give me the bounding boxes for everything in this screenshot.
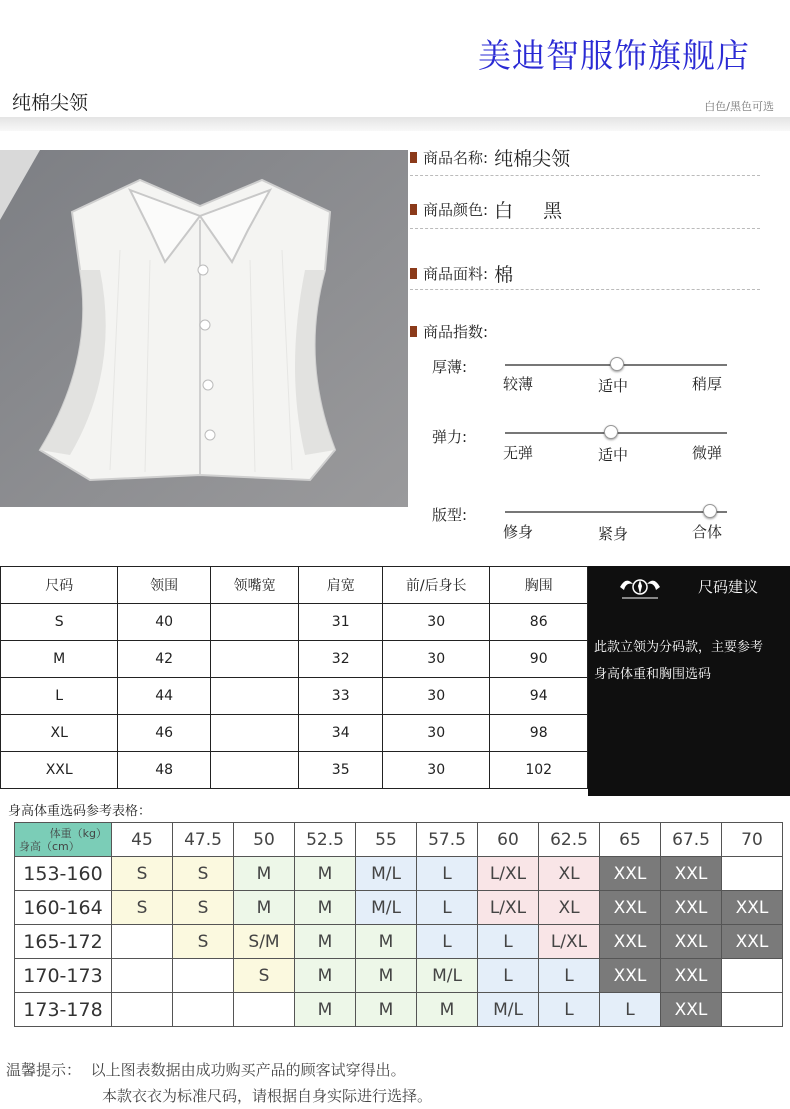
bullet-marker — [410, 204, 417, 215]
size-cell: M — [295, 993, 356, 1027]
table-row — [15, 891, 783, 925]
size-cell — [112, 993, 173, 1027]
weight-header: 60 — [478, 823, 539, 857]
header-chest: 胸围 — [490, 567, 588, 604]
header-length: 前/后身长 — [383, 567, 490, 604]
table-cell: 30 — [383, 678, 490, 715]
bullet-marker — [410, 326, 417, 337]
weight-header: 45 — [112, 823, 173, 857]
table-cell: 102 — [490, 752, 588, 789]
indicator-elastic-tick-mid: 适中 — [598, 446, 629, 464]
corner-height-label: 身高（cm） — [19, 840, 80, 853]
size-cell: M — [356, 959, 417, 993]
weight-header: 70 — [722, 823, 783, 857]
weight-header: 47.5 — [173, 823, 234, 857]
indicator-elastic-knob — [604, 425, 618, 439]
size-cell: M — [234, 857, 295, 891]
table-cell: 86 — [490, 604, 588, 641]
table-cell: 42 — [118, 641, 211, 678]
size-cell: S — [112, 857, 173, 891]
size-cell: S — [173, 925, 234, 959]
size-cell: S/M — [234, 925, 295, 959]
table-cell — [210, 752, 299, 789]
size-cell: XXL — [600, 857, 661, 891]
table-cell — [210, 604, 299, 641]
size-cell: L/XL — [539, 925, 600, 959]
table-row — [1, 715, 588, 752]
spec-index-label: 商品指数: — [423, 323, 489, 341]
table-cell: 40 — [118, 604, 211, 641]
indicator-fit-tick-mid: 紧身 — [598, 525, 629, 543]
product-title: 纯棉尖领 — [12, 92, 89, 114]
size-cell: XL — [539, 891, 600, 925]
size-cell: M — [356, 925, 417, 959]
size-advice-line: 身高体重和胸围选码 — [594, 667, 712, 682]
indicator-thickness-tick-high: 稍厚 — [692, 375, 723, 393]
size-cell — [722, 857, 783, 891]
size-cell: M/L — [356, 857, 417, 891]
weight-header-row — [15, 823, 783, 857]
size-cell: XXL — [661, 857, 722, 891]
tips-line-1 — [6, 1057, 432, 1083]
table-cell: 30 — [383, 641, 490, 678]
table-row — [1, 641, 588, 678]
size-label: S — [1, 604, 118, 641]
divider — [410, 289, 760, 290]
product-photo — [0, 150, 408, 507]
table-row — [1, 604, 588, 641]
weight-header: 65 — [600, 823, 661, 857]
size-advice-title: 尺码建议 — [698, 578, 759, 596]
table-cell: 30 — [383, 715, 490, 752]
table-cell — [210, 641, 299, 678]
size-cell: L — [478, 959, 539, 993]
spec-color-label: 商品颜色: — [423, 201, 489, 219]
size-cell: L — [539, 993, 600, 1027]
weight-header: 52.5 — [295, 823, 356, 857]
indicator-thickness-label: 厚薄: — [432, 358, 468, 376]
size-cell: S — [112, 891, 173, 925]
header-size: 尺码 — [1, 567, 118, 604]
size-cell: L/XL — [478, 891, 539, 925]
corner-weight-label: 体重（kg） — [49, 827, 107, 840]
table-cell — [210, 678, 299, 715]
header-collar: 领围 — [118, 567, 211, 604]
bullet-marker — [410, 152, 417, 163]
size-cell — [173, 993, 234, 1027]
height-label: 173-178 — [15, 993, 112, 1027]
table-cell — [210, 715, 299, 752]
size-cell: XXL — [722, 891, 783, 925]
table-cell: 94 — [490, 678, 588, 715]
indicator-thickness-tick-low: 较薄 — [503, 375, 534, 393]
size-label: XL — [1, 715, 118, 752]
table-cell: 98 — [490, 715, 588, 752]
size-cell: L/XL — [478, 857, 539, 891]
tips-line-2: 本款衣衣为标准尺码，请根据自身实际进行选择。 — [102, 1087, 433, 1105]
height-weight-table — [14, 822, 783, 1027]
spec-fabric-value: 棉 — [494, 264, 514, 286]
header-divider — [0, 117, 790, 131]
size-cell — [722, 959, 783, 993]
floral-ornament-icon — [618, 572, 662, 602]
table-cell: 35 — [299, 752, 383, 789]
size-cell: M — [295, 857, 356, 891]
table-cell: 48 — [118, 752, 211, 789]
size-cell: M — [295, 891, 356, 925]
tips-block — [6, 1057, 432, 1109]
indicator-fit-track — [505, 511, 727, 513]
size-cell: M — [295, 925, 356, 959]
size-advice-panel — [588, 566, 790, 796]
size-cell: XXL — [600, 925, 661, 959]
table-cell: 34 — [299, 715, 383, 752]
header-shoulder: 肩宽 — [299, 567, 383, 604]
size-cell: S — [173, 891, 234, 925]
size-cell: XXL — [661, 925, 722, 959]
size-cell: L — [417, 891, 478, 925]
size-cell: M/L — [356, 891, 417, 925]
size-cell: L — [539, 959, 600, 993]
size-cell — [173, 959, 234, 993]
table-cell: 30 — [383, 752, 490, 789]
indicator-elastic-label: 弹力: — [432, 428, 468, 446]
spec-name-label: 商品名称: — [423, 149, 489, 167]
size-cell: L — [417, 857, 478, 891]
size-cell: XXL — [600, 959, 661, 993]
spec-index-row — [410, 321, 488, 342]
size-cell: M — [295, 959, 356, 993]
height-label: 170-173 — [15, 959, 112, 993]
table-row — [1, 752, 588, 789]
store-name: 美迪智服饰旗舰店 — [478, 36, 750, 75]
table-row — [15, 993, 783, 1027]
indicator-thickness-knob — [610, 357, 624, 371]
height-label: 153-160 — [15, 857, 112, 891]
shirt-collar-image — [0, 150, 408, 507]
size-cell: M — [356, 993, 417, 1027]
indicator-fit-tick-high: 合体 — [692, 523, 723, 541]
size-cell: L — [600, 993, 661, 1027]
weight-header: 62.5 — [539, 823, 600, 857]
size-table-header — [1, 567, 588, 604]
size-label: M — [1, 641, 118, 678]
size-cell: XXL — [722, 925, 783, 959]
indicator-fit-label: 版型: — [432, 506, 468, 524]
size-cell: M/L — [478, 993, 539, 1027]
spec-color-value: 白 黑 — [494, 200, 569, 222]
indicator-elastic-tick-low: 无弹 — [503, 444, 534, 462]
weight-header: 55 — [356, 823, 417, 857]
size-cell: M — [234, 891, 295, 925]
weight-header: 50 — [234, 823, 295, 857]
size-label: XXL — [1, 752, 118, 789]
size-cell — [112, 925, 173, 959]
size-cell: S — [234, 959, 295, 993]
height-label: 160-164 — [15, 891, 112, 925]
weight-header: 57.5 — [417, 823, 478, 857]
ref-table-title: 身高体重选码参考表格： — [8, 804, 152, 819]
table-cell: 90 — [490, 641, 588, 678]
table-cell: 31 — [299, 604, 383, 641]
table-row — [15, 925, 783, 959]
size-cell: XXL — [661, 959, 722, 993]
indicator-thickness-tick-mid: 适中 — [598, 377, 629, 395]
size-advice-text — [594, 634, 790, 688]
indicator-fit-knob — [703, 504, 717, 518]
size-cell: L — [478, 925, 539, 959]
size-cell: XXL — [661, 891, 722, 925]
size-label: L — [1, 678, 118, 715]
table-cell: 33 — [299, 678, 383, 715]
color-note: 白色/黑色可选 — [704, 100, 774, 113]
tips-text: 以上图表数据由成功购买产品的顾客试穿得出。 — [90, 1061, 406, 1079]
table-cell: 32 — [299, 641, 383, 678]
size-cell: M/L — [417, 959, 478, 993]
height-label: 165-172 — [15, 925, 112, 959]
tips-label: 温馨提示： — [6, 1061, 82, 1079]
size-cell: XXL — [661, 993, 722, 1027]
size-advice-line: 此款立领为分码款，主要参考 — [594, 640, 764, 655]
size-cell — [112, 959, 173, 993]
table-cell: 30 — [383, 604, 490, 641]
header-collar-tip: 领嘴宽 — [210, 567, 299, 604]
bullet-marker — [410, 268, 417, 279]
spec-color-row — [410, 196, 568, 223]
spec-name-value: 纯棉尖领 — [494, 148, 571, 170]
size-cell: XXL — [600, 891, 661, 925]
weight-header: 67.5 — [661, 823, 722, 857]
size-table — [0, 566, 588, 789]
size-cell — [722, 993, 783, 1027]
divider — [410, 175, 760, 176]
size-cell: S — [173, 857, 234, 891]
indicator-elastic-tick-high: 微弹 — [692, 444, 723, 462]
table-row — [1, 678, 588, 715]
spec-name-row — [410, 144, 570, 171]
table-row — [15, 959, 783, 993]
spec-fabric-label: 商品面料: — [423, 265, 489, 283]
size-cell: L — [417, 925, 478, 959]
table-cell: 46 — [118, 715, 211, 752]
table-cell: 44 — [118, 678, 211, 715]
table-row — [15, 857, 783, 891]
divider — [410, 228, 760, 229]
table-corner — [15, 823, 112, 857]
spec-fabric-row — [410, 260, 513, 287]
size-cell: XL — [539, 857, 600, 891]
indicator-fit-tick-low: 修身 — [503, 523, 534, 541]
size-cell: M — [417, 993, 478, 1027]
size-cell — [234, 993, 295, 1027]
